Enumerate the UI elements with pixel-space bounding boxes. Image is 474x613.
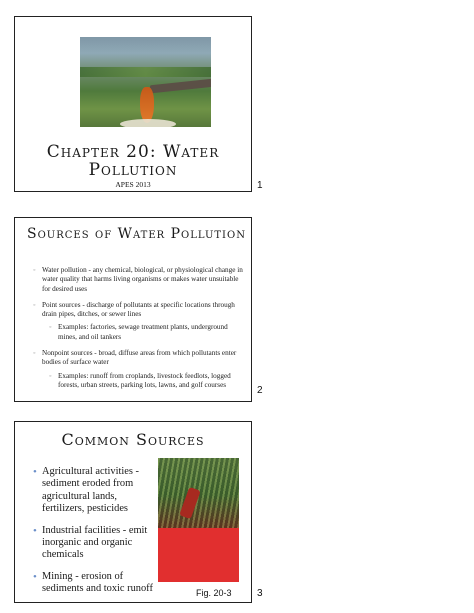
list-item: ◦ Examples: factories, sewage treatment plants, underground mines, and oil tankers	[49, 323, 243, 342]
red-runoff-photo	[158, 458, 239, 582]
pipe-discharge-photo	[80, 37, 211, 127]
slide-title: Chapter 20: Water Pollution	[46, 142, 220, 180]
slide-2	[14, 217, 252, 402]
pipe-icon	[150, 79, 211, 94]
slide-subtitle: APES 2013	[115, 180, 151, 189]
list-item: • Agricultural activities - sediment eroded from agricultural lands, fertilizers, pesticides	[33, 466, 161, 516]
bullet-list	[33, 266, 243, 397]
figure-caption: Fig. 20-3	[196, 588, 232, 598]
slide-3	[14, 421, 252, 603]
bullet-list	[33, 466, 161, 605]
slide-number: 3	[257, 588, 263, 599]
list-item: ◦ Nonpoint sources - broad, diffuse areas from which pollutants enter bodies of surface water	[33, 349, 243, 368]
list-item: ◦ Water pollution - any chemical, biological, or physiological change in water quality that harms living organisms or makes water unsuitable for desired uses	[33, 266, 243, 294]
slide-title: Sources of Water Pollution	[27, 226, 246, 242]
list-item: ◦ Examples: runoff from croplands, livestock feedlots, logged forests, urban streets, parking lots, lawns, and golf courses	[49, 372, 243, 391]
slide-number: 2	[257, 385, 263, 396]
list-item: ◦ Point sources - discharge of pollutants at specific locations through drain pipes, ditches, or sewer lines	[33, 301, 243, 320]
list-item: • Mining - erosion of sediments and toxic runoff	[33, 571, 161, 596]
slide-number: 1	[257, 180, 263, 191]
list-item: • Industrial facilities - emit inorganic and organic chemicals	[33, 525, 161, 562]
slide-1	[14, 16, 252, 192]
slide-title: Common Sources	[61, 430, 205, 449]
